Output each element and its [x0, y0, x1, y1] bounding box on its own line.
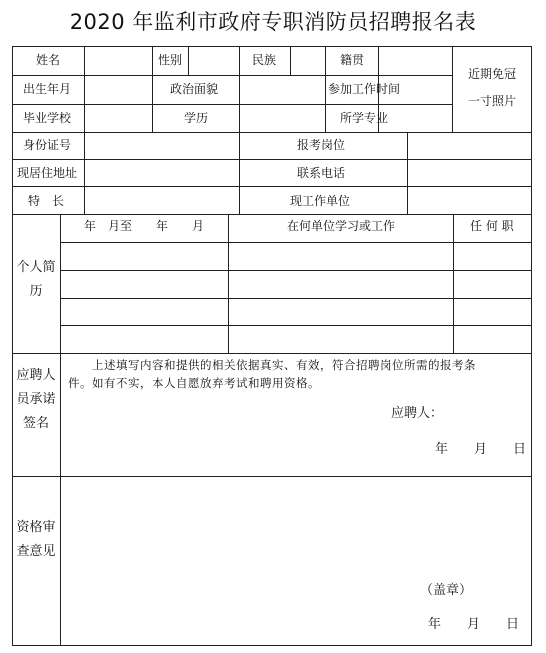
row-divider: [12, 214, 532, 215]
phone-field[interactable]: [409, 161, 529, 185]
col-divider: [188, 46, 189, 76]
pledge-signer-label: 应聘人：: [391, 406, 444, 421]
row-divider: [60, 325, 532, 326]
employer-label: 现工作单位: [290, 194, 351, 208]
table-border-top: [12, 46, 532, 47]
resume-section-label: 个人简历: [16, 260, 56, 299]
review-opinion-field[interactable]: [64, 480, 526, 580]
resume-row[interactable]: [62, 272, 527, 297]
address-field[interactable]: [86, 161, 238, 185]
specialty-label: 特 长: [28, 194, 65, 208]
col-divider: [452, 46, 453, 132]
review-section-label: 资格审查意见: [16, 520, 56, 559]
pledge-text: 件。如有不实，本人自愿放弃考试和聘用资格。: [68, 376, 320, 390]
gender-field[interactable]: [190, 48, 238, 74]
review-seal: （盖章）: [420, 583, 473, 598]
registration-form-table: [12, 46, 532, 646]
table-border-left: [12, 46, 13, 646]
name-field[interactable]: [86, 48, 150, 74]
native-place-field[interactable]: [380, 48, 450, 74]
photo-label: 一寸照片: [468, 94, 517, 108]
work-start-field[interactable]: [380, 77, 450, 103]
major-field[interactable]: [380, 106, 450, 131]
table-border-right: [531, 46, 532, 646]
pledge-text: 上述填写内容和提供的相关依据真实、有效，符合招聘岗位所需的报考条: [92, 358, 476, 372]
section-label-divider: [60, 214, 61, 646]
ethnicity-label: 民族: [252, 53, 277, 67]
gender-label: 性别: [158, 53, 183, 67]
birth-field[interactable]: [86, 77, 150, 103]
row-divider: [60, 270, 532, 271]
col-divider: [152, 75, 153, 133]
col-divider: [325, 46, 326, 76]
resume-col-period: 年 月至 年 月: [84, 219, 205, 233]
pledge-signature-field[interactable]: [452, 402, 526, 424]
political-field[interactable]: [241, 77, 323, 103]
phone-label: 联系电话: [297, 166, 346, 180]
specialty-field[interactable]: [86, 188, 238, 213]
col-divider: [407, 132, 408, 214]
col-divider: [152, 46, 153, 76]
resume-col-org: 在何单位学习或工作: [287, 219, 396, 233]
col-divider: [239, 46, 240, 214]
review-date: 年 月 日: [428, 617, 520, 632]
employer-field[interactable]: [409, 188, 529, 213]
id-number-field[interactable]: [86, 134, 238, 158]
row-divider: [60, 298, 532, 299]
school-label: 毕业学校: [23, 111, 72, 125]
pledge-date: 年 月 日: [435, 442, 527, 457]
photo-label: 近期免冠: [468, 67, 517, 81]
table-border-bottom: [12, 645, 532, 646]
name-label: 姓名: [36, 53, 61, 67]
birth-label: 出生年月: [23, 82, 72, 96]
row-divider: [12, 104, 452, 105]
row-divider: [12, 132, 532, 133]
political-label: 政治面貌: [170, 82, 219, 96]
address-label: 现居住地址: [17, 166, 78, 180]
resume-row[interactable]: [62, 300, 527, 324]
native-place-label: 籍贯: [340, 53, 365, 67]
work-start-label: 参加工作时间: [328, 82, 401, 96]
school-field[interactable]: [86, 106, 150, 131]
row-divider: [12, 186, 532, 187]
resume-col-title: 任 何 职: [470, 219, 514, 233]
row-divider: [12, 75, 452, 76]
id-number-label: 身份证号: [23, 138, 72, 152]
row-divider: [60, 242, 532, 243]
resume-row[interactable]: [62, 327, 527, 352]
col-divider: [290, 46, 291, 76]
position-field[interactable]: [409, 134, 529, 158]
major-label: 所学专业: [340, 111, 389, 125]
ethnicity-field[interactable]: [292, 48, 324, 74]
section-divider: [12, 476, 532, 477]
position-label: 报考岗位: [297, 138, 346, 152]
education-label: 学历: [184, 111, 209, 125]
pledge-section-label: 应聘人员承诺签名: [16, 368, 56, 431]
col-divider: [325, 75, 326, 133]
row-divider: [12, 159, 532, 160]
col-divider: [84, 46, 85, 214]
form-title: 2020 年监利市政府专职消防员招聘报名表: [69, 10, 477, 34]
education-field[interactable]: [241, 106, 323, 131]
resume-row[interactable]: [62, 244, 527, 269]
